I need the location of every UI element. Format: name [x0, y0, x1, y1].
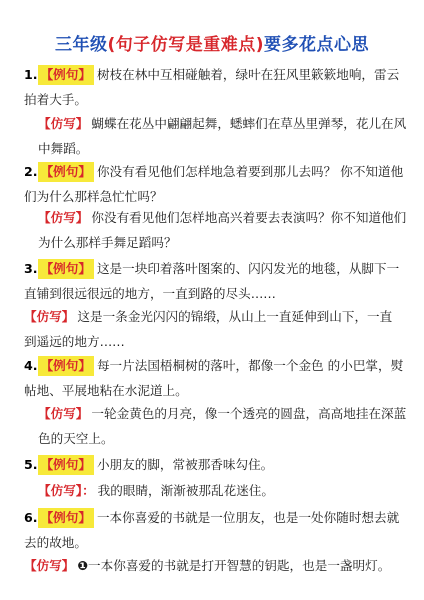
imitation-sentence-3 — [24, 304, 404, 354]
imitation-tag: 【仿写】： — [38, 483, 95, 498]
page-title — [0, 30, 424, 55]
imitation-tag: 【仿写】 — [38, 406, 89, 421]
example-sentence-4 — [24, 353, 404, 403]
item-number: 1. — [24, 67, 38, 82]
example-text: 你没有看见他们怎样地急着要到那儿去吗？ 你不知道他们为什么那样急忙忙吗？ — [24, 164, 404, 204]
imitation-sentence-2 — [24, 205, 418, 255]
item-number: 4. — [24, 358, 38, 373]
example-text: 一本你喜爱的书就是一位朋友，也是一处你随时想去就去的故地。 — [24, 510, 400, 550]
example-sentence-5 — [24, 452, 404, 477]
item-number: 3. — [24, 261, 38, 276]
example-tag: 【例句】 — [38, 356, 94, 376]
title-suffix: 要多花点心思 — [264, 35, 370, 55]
example-tag: 【例句】 — [38, 455, 94, 475]
imitation-text: 一轮金黄色的月亮，像一个透亮的圆盘，高高地挂在深蓝色的天空上。 — [38, 406, 407, 446]
imitation-tag: 【仿写】 — [38, 210, 89, 225]
example-sentence-1 — [24, 62, 404, 112]
item-number: 5. — [24, 457, 38, 472]
title-prefix: 三年级 — [54, 35, 108, 55]
imitation-text: 蝴蝶在花丛中翩翩起舞，蟋蟀们在草丛里弹琴，花儿在风中舞蹈。 — [38, 116, 407, 156]
imitation-sentence-4 — [24, 401, 418, 451]
example-tag: 【例句】 — [38, 259, 94, 279]
imitation-text: 你没有看见他们怎样地高兴着要去表演吗？你不知道他们为什么那样手舞足蹈吗？ — [38, 210, 407, 250]
imitation-sentence-5 — [24, 478, 418, 503]
item-number: 6. — [24, 510, 38, 525]
example-tag: 【例句】 — [38, 65, 94, 85]
example-sentence-3 — [24, 256, 404, 306]
imitation-sentence-6 — [24, 553, 404, 578]
example-sentence-2 — [24, 159, 404, 209]
imitation-sentence-1 — [24, 111, 418, 161]
example-tag: 【例句】 — [38, 508, 94, 528]
bullet-one-icon: ❶ — [77, 558, 89, 573]
example-text: 树枝在林中互相碰触着，绿叶在狂风里簌簌地响，雷云拍着大手。 — [24, 67, 400, 107]
title-highlight: (句子仿写是重难点) — [107, 35, 265, 55]
example-tag: 【例句】 — [38, 162, 94, 182]
imitation-tag: 【仿写】 — [38, 116, 89, 131]
imitation-tag: 【仿写】 — [24, 558, 75, 573]
imitation-text: 一本你喜爱的书就是打开智慧的钥匙，也是一盏明灯。 — [88, 558, 391, 573]
item-number: 2. — [24, 164, 38, 179]
example-text: 这是一块印着落叶图案的、闪闪发光的地毯，从脚下一直铺到很远很远的地方，一直到路的尽头…… — [24, 261, 400, 301]
imitation-text: 我的眼睛，渐渐被那乱花迷住。 — [97, 483, 274, 498]
example-sentence-6 — [24, 505, 404, 555]
example-text: 每一片法国梧桐树的落叶，都像一个金色 的小巴掌，熨帖地、平展地粘在水泥道上。 — [24, 358, 404, 398]
imitation-tag: 【仿写】 — [24, 309, 75, 324]
imitation-text: 这是一条金光闪闪的锦缎，从山上一直延伸到山下，一直到遥远的地方…… — [24, 309, 393, 349]
example-text: 小朋友的脚，常被那香味勾住。 — [96, 457, 274, 472]
